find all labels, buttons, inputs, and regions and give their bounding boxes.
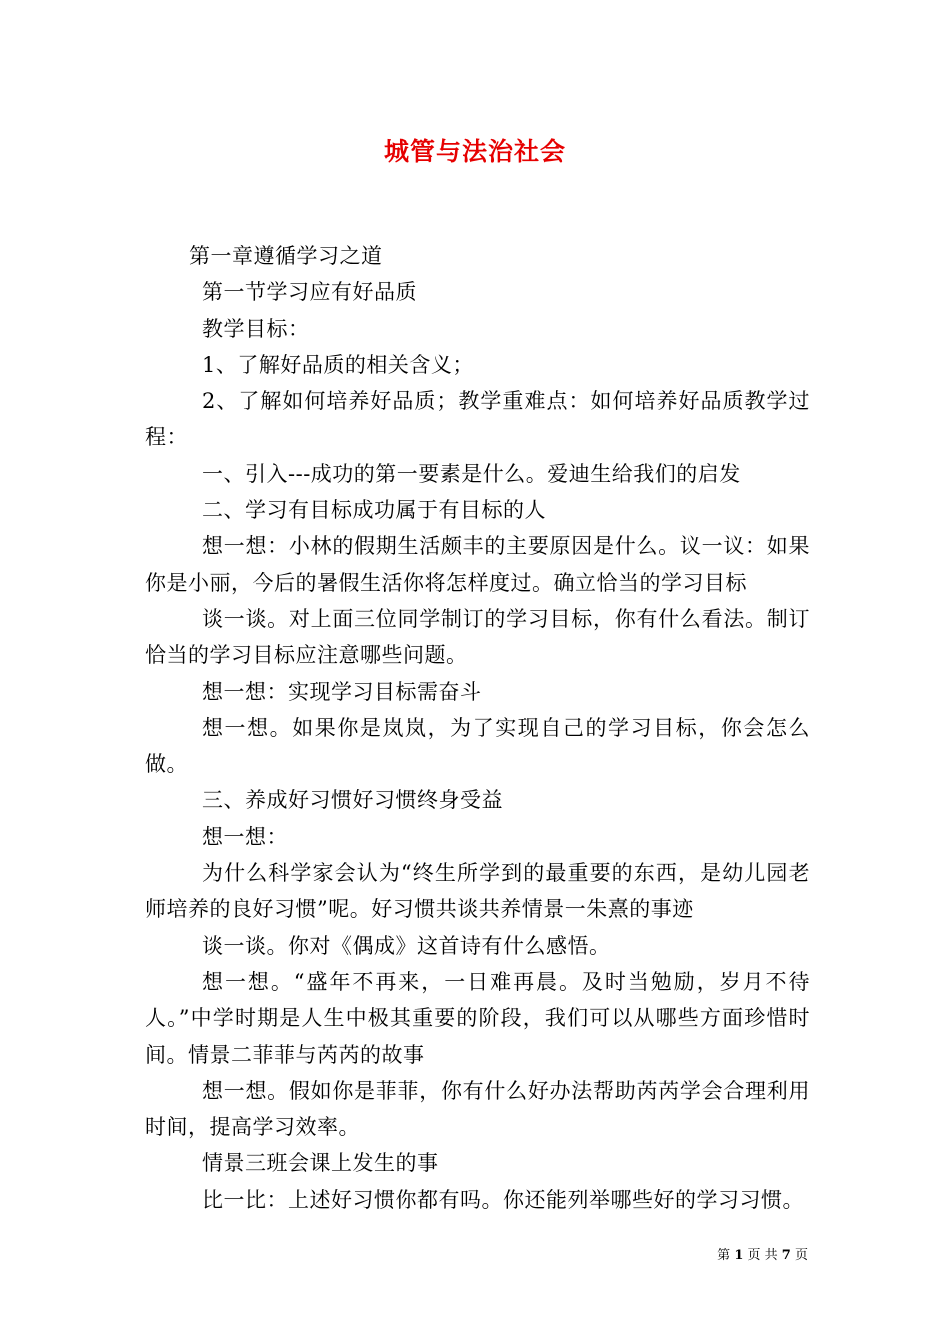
page-footer — [717, 1248, 808, 1264]
footer-page-number: 1 — [734, 1248, 744, 1263]
paragraph: 想一想： — [202, 824, 288, 849]
paragraph: 一、引入---成功的第一要素是什么。爱迪生给我们的启发 — [202, 461, 741, 486]
paragraph: 情景三班会课上发生的事 — [202, 1151, 439, 1176]
document-title: 城管与法治社会 — [383, 137, 566, 166]
paragraph: 二、学习有目标成功属于有目标的人 — [202, 498, 546, 523]
paragraph: 想一想。“盛年不再来，一日难再晨。及时当勉励，岁月不待人。”中学时期是人生中极其重要的阶段，我们可以从哪些方面珍惜时间。情景二菲菲与芮芮的故事 — [145, 969, 810, 1067]
paragraph: 比一比：上述好习惯你都有吗。你还能列举哪些好的学习习惯。 — [202, 1187, 804, 1212]
footer-middle: 页 共 — [747, 1248, 778, 1263]
footer-prefix: 第 — [717, 1248, 731, 1263]
chapter-heading: 第一章遵循学习之道 — [189, 244, 383, 268]
document-body — [145, 238, 810, 1218]
paragraph: 1、了解好品质的相关含义； — [202, 352, 474, 377]
paragraph: 想一想。假如你是菲菲，你有什么好办法帮助芮芮学会合理利用时间，提高学习效率。 — [145, 1078, 810, 1140]
paragraph: 为什么科学家会认为“终生所学到的最重要的东西，是幼儿园老师培养的良好习惯”呢。好习惯共谈共养情景一朱熹的事迹 — [145, 861, 810, 922]
paragraph: 想一想：实现学习目标需奋斗 — [202, 679, 482, 704]
footer-suffix: 页 — [794, 1248, 808, 1263]
paragraph: 三、养成好习惯好习惯终身受益 — [202, 788, 503, 813]
paragraph: 教学目标： — [202, 316, 310, 341]
paragraph: 想一想。如果你是岚岚，为了实现自己的学习目标，你会怎么做。 — [145, 715, 810, 777]
paragraph: 2、了解如何培养好品质；教学重难点：如何培养好品质教学过程： — [145, 389, 810, 450]
footer-total-pages: 7 — [781, 1248, 791, 1263]
section-heading: 第一节学习应有好品质 — [202, 280, 417, 305]
paragraph: 谈一谈。对上面三位同学制订的学习目标，你有什么看法。制订恰当的学习目标应注意哪些问题。 — [145, 606, 810, 668]
paragraph: 谈一谈。你对《偶成》这首诗有什么感悟。 — [202, 933, 611, 958]
paragraph: 想一想：小林的假期生活颇丰的主要原因是什么。议一议：如果你是小丽，今后的暑假生活你将怎样度过。确立恰当的学习目标 — [145, 534, 810, 595]
